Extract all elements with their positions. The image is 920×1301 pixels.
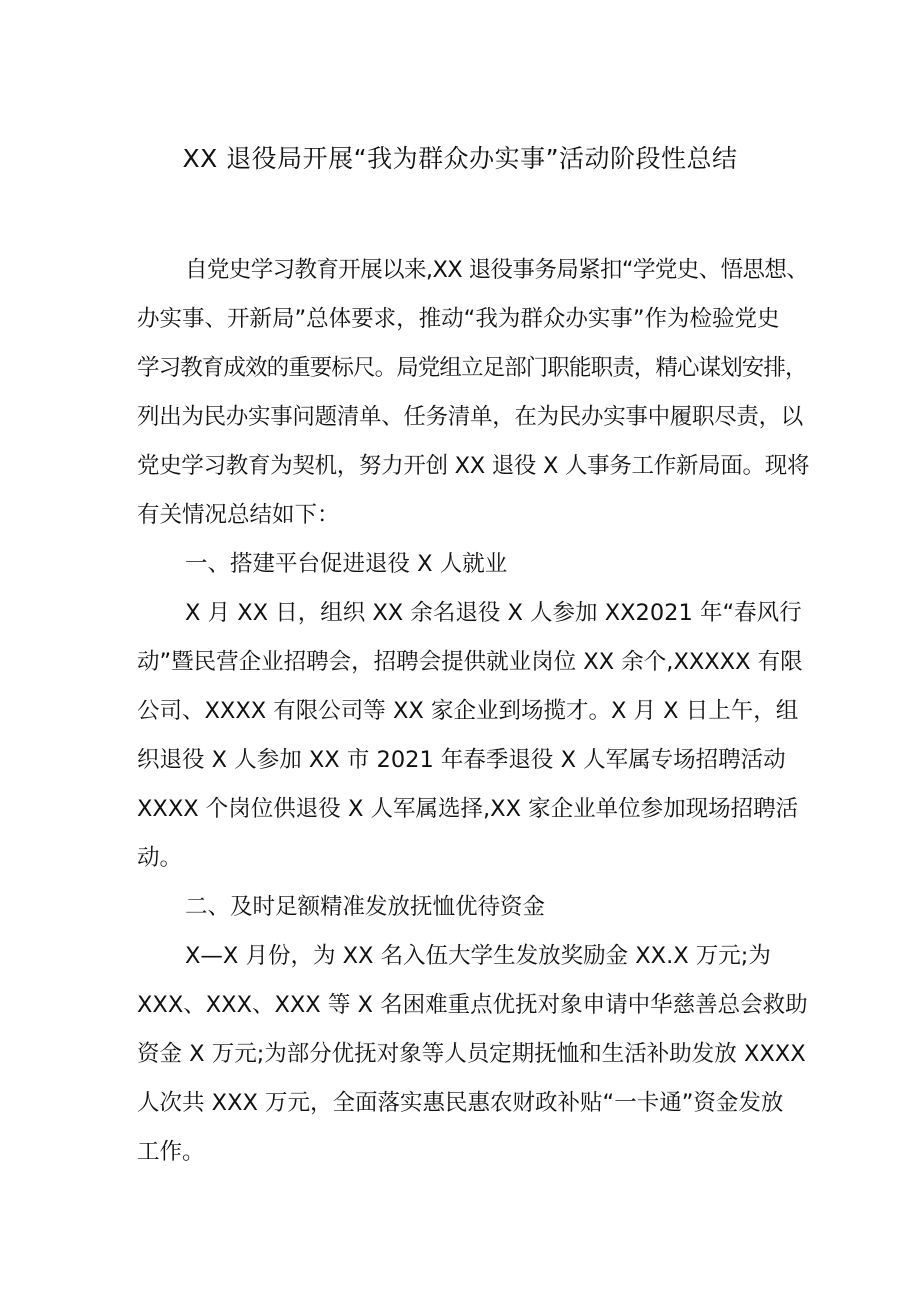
body-line: XXX、XXX、XXX 等 X 名困难重点优抚对象申请中华慈善总会救助	[137, 992, 808, 1018]
body-line: X—X 月份，为 XX 名入伍大学生发放奖励金 XX.X 万元;为	[185, 943, 771, 969]
body-line: X 月 XX 日，组织 XX 余名退役 X 人参加 XX2021 年“春风行	[185, 600, 802, 626]
body-line: 二、及时足额精准发放抚恤优待资金	[185, 894, 546, 920]
body-line: 自党史学习教育开展以来,XX 退役事务局紧扣“学党史、悟思想、	[185, 257, 809, 283]
body-line: 动。	[137, 845, 183, 871]
body-line: 有关情况总结如下：	[137, 502, 340, 528]
body-line: 织退役 X 人参加 XX 市 2021 年春季退役 X 人军属专场招聘活动	[137, 747, 786, 773]
body-line: 办实事、开新局”总体要求，推动“我为群众办实事”作为检验党史	[137, 306, 780, 332]
body-line: XXXX 个岗位供退役 X 人军属选择,XX 家企业单位参加现场招聘活	[137, 796, 799, 822]
body-line: 人次共 XXX 万元，全面落实惠民惠农财政补贴“一卡通”资金发放	[137, 1090, 784, 1116]
body-line: 资金 X 万元;为部分优抚对象等人员定期抚恤和生活补助发放 XXXX	[137, 1041, 806, 1067]
body-line: 工作。	[137, 1139, 205, 1165]
body-line: 学习教育成效的重要标尺。局党组立足部门职能职责，精心谋划安排，	[137, 355, 807, 381]
document-body	[137, 246, 810, 1177]
body-line: 一、搭建平台促进退役 X 人就业	[185, 551, 508, 577]
document-title: XX 退役局开展“我为群众办实事”活动阶段性总结	[182, 144, 738, 173]
body-line: 列出为民办实事问题清单、任务清单，在为民办实事中履职尽责，以	[137, 404, 804, 430]
body-line: 动”暨民营企业招聘会，招聘会提供就业岗位 XX 余个,XXXXX 有限	[137, 649, 803, 675]
body-line: 公司、XXXX 有限公司等 XX 家企业到场揽才。X 月 X 日上午，组	[137, 698, 799, 724]
body-line: 党史学习教育为契机，努力开创 XX 退役 X 人事务工作新局面。现将	[137, 453, 810, 479]
